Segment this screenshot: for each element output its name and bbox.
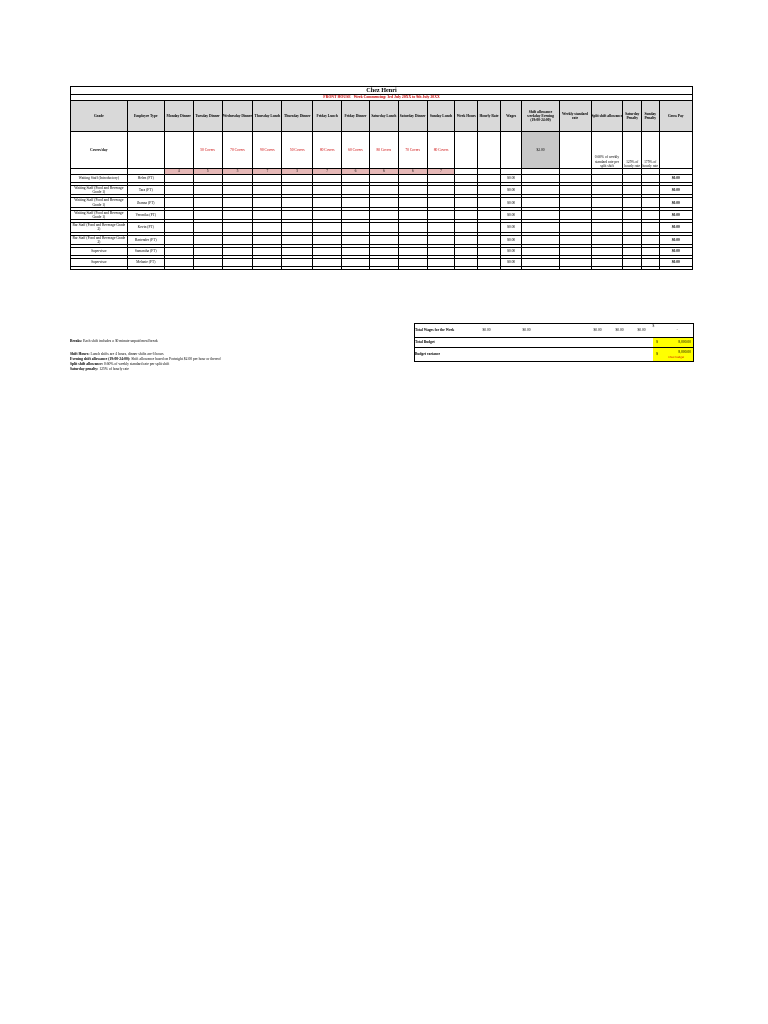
shift-cell[interactable] (222, 210, 253, 219)
allowance-cell[interactable] (642, 235, 660, 244)
col-header-day: Thursday Dinner (282, 101, 313, 132)
allowance-cell[interactable] (522, 248, 559, 256)
employee-row (71, 223, 693, 232)
total-wages-value: $0.00 (631, 324, 653, 338)
col-header-day: Friday Dinner (342, 101, 370, 132)
coverage-label: Covers/day (71, 132, 128, 169)
shift-cell[interactable] (253, 210, 282, 219)
total-wages-value: $0.00 (609, 324, 631, 338)
gross-pay-cell: $0.00 (659, 223, 692, 232)
shift-cell[interactable] (427, 210, 455, 219)
shift-cell[interactable] (164, 186, 193, 195)
staff-count-cell: 6 (342, 169, 370, 175)
gross-pay-cell: $0.00 (659, 210, 692, 219)
shift-cell[interactable] (164, 198, 193, 207)
shift-cell[interactable] (164, 235, 193, 244)
gross-pay-cell: $0.00 (659, 248, 692, 256)
allowance-cell[interactable] (522, 186, 559, 195)
allowance-cell[interactable] (623, 248, 642, 256)
week-hours-cell[interactable] (455, 210, 478, 219)
shift-cell[interactable] (193, 198, 222, 207)
shift-cell[interactable] (342, 175, 370, 183)
shift-cell[interactable] (164, 248, 193, 256)
coverage-cell: 70 Covers (398, 132, 427, 169)
roster-sheet (70, 86, 693, 270)
shift-allowance-rate: $2.00 (522, 132, 559, 169)
shift-cell[interactable] (282, 259, 313, 267)
wages-cell: $0.00 (500, 223, 522, 232)
shift-cell[interactable] (398, 223, 427, 232)
staff-count-cell: 5 (282, 169, 313, 175)
employee-grade: Bar Staff (Food and Beverage Grade 2) (72, 223, 126, 232)
shift-cell[interactable] (313, 198, 342, 207)
gross-pay-cell: $0.00 (659, 198, 692, 207)
total-wages-value: $0.00 (587, 324, 609, 338)
col-header-day: Monday Dinner (164, 101, 193, 132)
col-header-sunday-penalty: Sunday Penalty (642, 101, 660, 132)
coverage-cell: 70 Covers (222, 132, 253, 169)
staff-count-cell: 5 (193, 169, 222, 175)
employee-name: Jhanna (FT) (127, 198, 164, 207)
note-saturday-penalty: Saturday penalty: 125% of hourly rate (70, 367, 129, 371)
shift-cell[interactable] (222, 259, 253, 267)
budget-variance-label: Budget variance (415, 348, 467, 362)
note-breaks: Breaks: Each shift includes a 30 minute unpaid meal break (70, 339, 158, 343)
col-header-grade: Grade (71, 101, 128, 132)
employee-name: Tara (FT) (127, 186, 164, 195)
hourly-rate-cell[interactable] (478, 259, 501, 267)
col-header-day: Wednesday Dinner (222, 101, 253, 132)
allowance-cell[interactable] (623, 223, 642, 232)
shift-cell[interactable] (253, 186, 282, 195)
employee-name: Veronika (FT) (127, 210, 164, 219)
col-header-saturday-penalty: Saturday Penalty (623, 101, 642, 132)
employee-name: Melanie (FT) (127, 259, 164, 267)
section-label: FRONT HOUSE (323, 95, 351, 100)
note-shift-hours: Shift Hours: Lunch shifts are 4 hours, dinner shifts are 6 hours (70, 352, 164, 356)
coverage-cell: 50 Covers (193, 132, 222, 169)
staff-count-cell: 7 (313, 169, 342, 175)
shift-cell[interactable] (369, 235, 398, 244)
allowance-cell[interactable] (591, 210, 623, 219)
coverage-cell (164, 132, 193, 169)
allowance-cell[interactable] (591, 175, 623, 183)
budget-variance-row (415, 348, 694, 362)
allowance-cell[interactable] (591, 223, 623, 232)
shift-cell[interactable] (282, 175, 313, 183)
staff-count-cell: 5 (222, 169, 253, 175)
shift-cell[interactable] (369, 259, 398, 267)
hourly-rate-cell[interactable] (478, 210, 501, 219)
shift-cell[interactable] (164, 175, 193, 183)
summary-block (414, 323, 693, 362)
hourly-rate-cell[interactable] (478, 186, 501, 195)
shift-cell[interactable] (282, 198, 313, 207)
staff-count-cell: 4 (164, 169, 193, 175)
employee-grade: Supervisor (71, 248, 128, 256)
shift-cell[interactable] (193, 235, 222, 244)
staff-count-cell: 6 (398, 169, 427, 175)
total-budget-label: Total Budget (415, 338, 467, 348)
employee-row (71, 248, 693, 256)
shift-cell[interactable] (253, 198, 282, 207)
col-header-split-shift: Split shift allowance (591, 101, 623, 132)
shift-cell[interactable] (313, 210, 342, 219)
employee-name: Samantha (FT) (127, 248, 164, 256)
total-gross-value: - (662, 324, 694, 338)
employee-row (71, 186, 693, 195)
wages-cell: $0.00 (500, 248, 522, 256)
shift-cell[interactable] (313, 235, 342, 244)
shift-cell[interactable] (369, 248, 398, 256)
allowance-cell[interactable] (623, 210, 642, 219)
total-gross-prefix: $ (653, 324, 662, 338)
hourly-rate-cell[interactable] (478, 248, 501, 256)
employee-grade: Supervisor (71, 259, 128, 267)
week-hours-cell[interactable] (455, 223, 478, 232)
allowance-cell[interactable] (623, 175, 642, 183)
employee-row (71, 198, 693, 207)
week-hours-cell[interactable] (455, 235, 478, 244)
total-budget-value: 8,000.00 (662, 338, 694, 348)
shift-cell[interactable] (253, 175, 282, 183)
shift-cell[interactable] (427, 186, 455, 195)
allowance-cell[interactable] (522, 223, 559, 232)
col-header-wages: Wages (500, 101, 522, 132)
shift-cell[interactable] (222, 248, 253, 256)
col-header-day: Friday Lunch (313, 101, 342, 132)
allowance-cell[interactable] (559, 186, 591, 195)
allowance-cell[interactable] (559, 175, 591, 183)
shift-cell[interactable] (369, 223, 398, 232)
allowance-cell[interactable] (559, 259, 591, 267)
shift-cell[interactable] (313, 223, 342, 232)
allowance-cell[interactable] (522, 198, 559, 207)
gross-pay-cell: $0.00 (659, 235, 692, 244)
allowance-cell[interactable] (591, 259, 623, 267)
allowance-cell[interactable] (642, 248, 660, 256)
shift-cell[interactable] (427, 235, 455, 244)
week-range: Week Commencing: 3rd July 20XX to 9th July 20XX (353, 95, 440, 100)
hourly-rate-cell[interactable] (478, 235, 501, 244)
shift-cell[interactable] (282, 186, 313, 195)
shift-cell[interactable] (398, 175, 427, 183)
shift-cell[interactable] (342, 210, 370, 219)
employee-row (71, 175, 693, 183)
shift-cell[interactable] (369, 186, 398, 195)
shift-cell[interactable] (342, 248, 370, 256)
shift-cell[interactable] (398, 248, 427, 256)
shift-cell[interactable] (398, 210, 427, 219)
shift-cell[interactable] (193, 210, 222, 219)
employee-grade: Bar Staff (Food and Beverage Grade 2) (72, 235, 126, 244)
employee-row (71, 259, 693, 267)
wages-cell: $0.00 (500, 235, 522, 244)
shift-cell[interactable] (342, 186, 370, 195)
hourly-rate-cell[interactable] (478, 198, 501, 207)
budget-variance-prefix: $ (653, 348, 662, 362)
allowance-cell[interactable] (522, 259, 559, 267)
col-header-day: Tuesday Dinner (193, 101, 222, 132)
allowance-cell[interactable] (623, 186, 642, 195)
shift-cell[interactable] (253, 259, 282, 267)
week-hours-cell[interactable] (455, 198, 478, 207)
shift-cell[interactable] (427, 248, 455, 256)
shift-cell[interactable] (427, 259, 455, 267)
note-evening-allowance: Evening shift allowance (19:00-24:00): Shift allowance based on Fortnight $2.00 per hour or thereof (70, 357, 221, 361)
hourly-rate-cell[interactable] (478, 223, 501, 232)
coverage-cell: 80 Covers (313, 132, 342, 169)
wages-cell: $0.00 (500, 186, 522, 195)
allowance-cell[interactable] (623, 235, 642, 244)
shift-cell[interactable] (398, 235, 427, 244)
employee-grade: Waiting Staff (Food and Beverage Grade 1) (71, 210, 128, 219)
shift-cell[interactable] (398, 259, 427, 267)
shift-cell[interactable] (222, 235, 253, 244)
coverage-cell: 80 Covers (369, 132, 398, 169)
shift-cell[interactable] (369, 175, 398, 183)
allowance-cell[interactable] (522, 235, 559, 244)
col-header-weekly-standard: Weekly standard rate (559, 101, 591, 132)
split-shift-note: 0.60% of weekly standard rate per split shift (591, 132, 623, 169)
col-header-employee-type: Employee Type (127, 101, 164, 132)
shift-cell[interactable] (282, 235, 313, 244)
coverage-cell: 50 Covers (282, 132, 313, 169)
allowance-cell[interactable] (591, 248, 623, 256)
coverage-cell: 90 Covers (253, 132, 282, 169)
gross-pay-cell: $0.00 (659, 186, 692, 195)
allowance-cell[interactable] (522, 175, 559, 183)
shift-cell[interactable] (193, 248, 222, 256)
shift-cell[interactable] (282, 210, 313, 219)
col-header-hourly-rate: Hourly Rate (478, 101, 501, 132)
sunday-penalty-note: 175% of hourly rate (642, 132, 660, 169)
employee-name: Helen (FT) (127, 175, 164, 183)
shift-cell[interactable] (164, 223, 193, 232)
allowance-cell[interactable] (642, 223, 660, 232)
shift-cell[interactable] (282, 248, 313, 256)
gross-pay-cell: $0.00 (659, 175, 692, 183)
coverage-row (71, 132, 693, 169)
shift-cell[interactable] (369, 198, 398, 207)
shift-cell[interactable] (193, 223, 222, 232)
shift-cell[interactable] (253, 248, 282, 256)
shift-cell[interactable] (369, 210, 398, 219)
wages-cell: $0.00 (500, 210, 522, 219)
staff-count-cell: 7 (253, 169, 282, 175)
roster-table (70, 86, 693, 270)
coverage-cell: 80 Covers (427, 132, 455, 169)
week-hours-cell[interactable] (455, 259, 478, 267)
allowance-cell[interactable] (642, 259, 660, 267)
employee-row (71, 235, 693, 244)
shift-cell[interactable] (193, 175, 222, 183)
total-budget-row (415, 338, 694, 348)
shift-cell[interactable] (313, 186, 342, 195)
allowance-cell[interactable] (642, 175, 660, 183)
col-header-week-hours: Week Hours (455, 101, 478, 132)
staff-count-cell: 7 (427, 169, 455, 175)
allowance-cell[interactable] (591, 198, 623, 207)
budget-variance-value: 8,000.00 (678, 350, 691, 355)
week-hours-cell[interactable] (455, 175, 478, 183)
shift-cell[interactable] (164, 210, 193, 219)
shift-cell[interactable] (342, 223, 370, 232)
note-split-shift: Split shift allowance: 0.60% of weekly standard rate per split shift (70, 362, 170, 366)
employee-row (71, 210, 693, 219)
employee-grade: Waiting Staff (Food and Beverage Grade 1) (71, 186, 128, 195)
total-wages-value: $0.00 (507, 324, 547, 338)
coverage-cell: 60 Covers (342, 132, 370, 169)
total-budget-prefix: $ (653, 338, 662, 348)
total-wages-value: $0.00 (467, 324, 507, 338)
col-header-shift-allowance: Shift allowance weekday Evening (19:00-24:00) (522, 101, 559, 132)
allowance-cell[interactable] (591, 235, 623, 244)
week-hours-cell[interactable] (455, 248, 478, 256)
shift-cell[interactable] (313, 259, 342, 267)
shift-cell[interactable] (253, 223, 282, 232)
sheet-title: Chez Henri (71, 87, 693, 95)
spacer-row (71, 267, 693, 270)
shift-cell[interactable] (427, 175, 455, 183)
hourly-rate-cell[interactable] (478, 175, 501, 183)
allowance-cell[interactable] (642, 210, 660, 219)
shift-cell[interactable] (398, 198, 427, 207)
shift-cell[interactable] (313, 248, 342, 256)
wages-cell: $0.00 (500, 198, 522, 207)
allowance-cell[interactable] (559, 235, 591, 244)
allowance-cell[interactable] (591, 186, 623, 195)
saturday-penalty-note: 125% of hourly rate (623, 132, 642, 169)
wages-cell: $0.00 (500, 259, 522, 267)
employee-name: Kevin (FT) (127, 223, 164, 232)
total-wages-row (415, 324, 694, 338)
employee-grade: Waiting Staff (Food and Beverage Grade 1) (71, 198, 128, 207)
shift-cell[interactable] (342, 235, 370, 244)
col-header-day: Saturday Dinner (398, 101, 427, 132)
shift-cell[interactable] (193, 186, 222, 195)
allowance-cell[interactable] (642, 198, 660, 207)
allowance-cell[interactable] (522, 210, 559, 219)
allowance-cell[interactable] (623, 198, 642, 207)
allowance-cell[interactable] (559, 223, 591, 232)
shift-cell[interactable] (164, 259, 193, 267)
col-header-day: Thursday Lunch (253, 101, 282, 132)
shift-cell[interactable] (222, 223, 253, 232)
col-header-day: Sunday Lunch (427, 101, 455, 132)
allowance-cell[interactable] (642, 186, 660, 195)
allowance-cell[interactable] (559, 210, 591, 219)
col-header-day: Saturday Lunch (369, 101, 398, 132)
budget-variance-status: Over budget (668, 354, 685, 359)
total-wages-label: Total Wages for the Week (415, 324, 467, 338)
summary-table (414, 323, 694, 362)
shift-cell[interactable] (342, 259, 370, 267)
col-header-gross-pay: Gross Pay (659, 101, 692, 132)
week-hours-cell[interactable] (455, 186, 478, 195)
shift-cell[interactable] (427, 198, 455, 207)
shift-cell[interactable] (193, 259, 222, 267)
shift-cell[interactable] (222, 175, 253, 183)
shift-cell[interactable] (222, 198, 253, 207)
wages-cell: $0.00 (500, 175, 522, 183)
shift-cell[interactable] (313, 175, 342, 183)
staff-count-cell: 6 (369, 169, 398, 175)
shift-cell[interactable] (342, 198, 370, 207)
employee-name: Bartender (FT) (127, 235, 164, 244)
gross-pay-cell: $0.00 (659, 259, 692, 267)
shift-cell[interactable] (253, 235, 282, 244)
shift-cell[interactable] (222, 186, 253, 195)
employee-grade: Waiting Staff (Introductory) (71, 175, 128, 183)
shift-cell[interactable] (398, 186, 427, 195)
allowance-cell[interactable] (623, 259, 642, 267)
column-header-row (71, 101, 693, 132)
shift-cell[interactable] (427, 223, 455, 232)
shift-cell[interactable] (282, 223, 313, 232)
allowance-cell[interactable] (559, 198, 591, 207)
allowance-cell[interactable] (559, 248, 591, 256)
